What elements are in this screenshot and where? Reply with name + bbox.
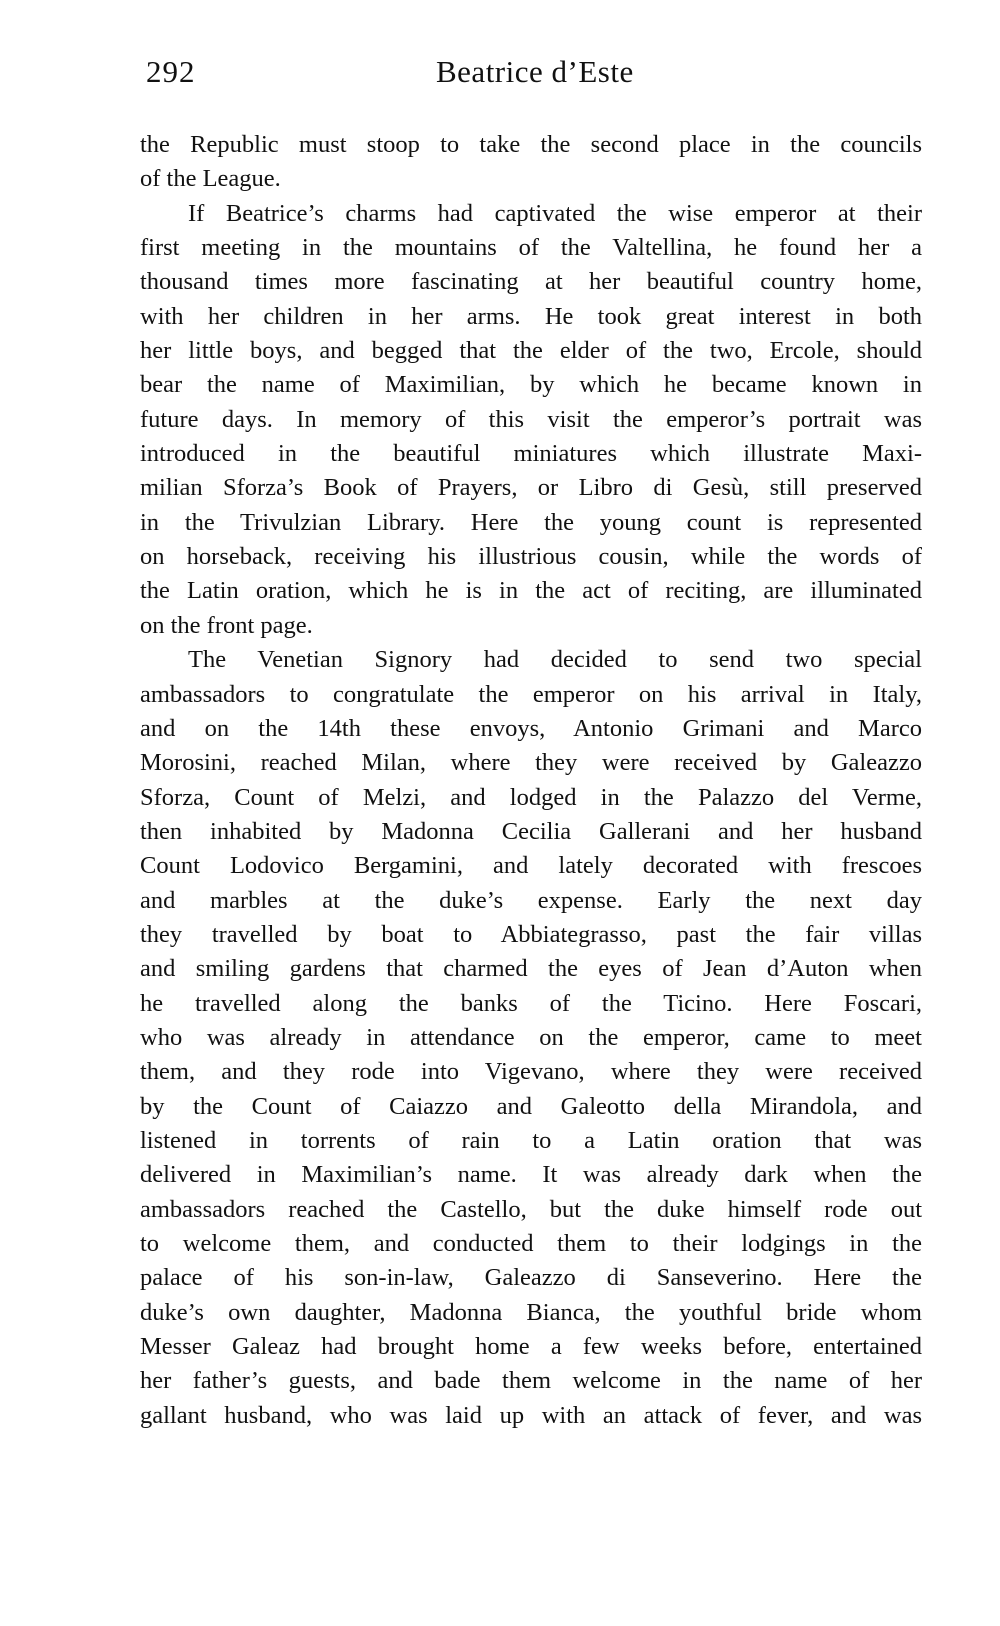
text-line: ambassadors to congratulate the emperor on his arrival in Italy, xyxy=(140,680,922,708)
text-line: and on the 14th these envoys, Antonio Grimani and Marco xyxy=(140,714,922,742)
text-line: he travelled along the banks of the Ticino. Here Foscari, xyxy=(140,989,922,1017)
text-line: then inhabited by Madonna Cecilia Gallerani and her husband xyxy=(140,817,922,845)
text-line: first meeting in the mountains of the Valtellina, he found her a xyxy=(140,234,922,262)
text-line: with her children in her arms. He took great interest in both xyxy=(140,302,922,330)
text-line: her little boys, and begged that the elder of the two, Ercole, should xyxy=(140,337,922,365)
text-line: milian Sforza’s Book of Prayers, or Libro di Gesù, still preserved xyxy=(140,474,922,502)
text-line: If Beatrice’s charms had captivated the wise emperor at their xyxy=(188,199,922,227)
text-line: on horseback, receiving his illustrious cousin, while the words of xyxy=(140,543,922,571)
text-line: them, and they rode into Vigevano, where they were received xyxy=(140,1058,922,1086)
text-line: Messer Galeaz had brought home a few weeks before, entertained xyxy=(140,1333,922,1361)
text-line: ambassadors reached the Castello, but the duke himself rode out xyxy=(140,1195,922,1223)
text-line: future days. In memory of this visit the emperor’s portrait was xyxy=(140,405,922,433)
text-line: duke’s own daughter, Madonna Bianca, the youthful bride whom xyxy=(140,1298,922,1326)
text-line: and smiling gardens that charmed the eyes of Jean d’Auton when xyxy=(140,955,922,983)
text-line: Morosini, reached Milan, where they were received by Galeazzo xyxy=(140,749,922,777)
text-line: and marbles at the duke’s expense. Early the next day xyxy=(140,886,922,914)
text-line: who was already in attendance on the emperor, came to meet xyxy=(140,1023,922,1051)
text-line: on the front page. xyxy=(140,611,313,639)
text-line: palace of his son-in-law, Galeazzo di Sanseverino. Here the xyxy=(140,1264,922,1292)
text-line: by the Count of Caiazzo and Galeotto della Mirandola, and xyxy=(140,1092,922,1120)
running-title: Beatrice d’Este xyxy=(436,54,634,89)
text-line: of the League. xyxy=(140,165,281,193)
body-text xyxy=(140,128,922,1433)
text-line: they travelled by boat to Abbiategrasso, past the fair villas xyxy=(140,920,922,948)
text-line: listened in torrents of rain to a Latin oration that was xyxy=(140,1126,922,1154)
text-line: introduced in the beautiful miniatures which illustrate Maxi- xyxy=(140,440,922,468)
text-line: thousand times more fascinating at her beautiful country home, xyxy=(140,268,922,296)
text-line: delivered in Maximilian’s name. It was already dark when the xyxy=(140,1161,922,1189)
text-line: to welcome them, and conducted them to their lodgings in the xyxy=(140,1230,922,1257)
text-line: her father’s guests, and bade them welcome in the name of her xyxy=(140,1367,922,1395)
page-number: 292 xyxy=(146,54,196,89)
text-line: the Republic must stoop to take the second place in the councils xyxy=(140,131,922,158)
text-line: the Latin oration, which he is in the act of reciting, are illuminated xyxy=(140,577,922,605)
text-line: Sforza, Count of Melzi, and lodged in the Palazzo del Verme, xyxy=(140,783,922,811)
text-line: in the Trivulzian Library. Here the young count is represented xyxy=(140,508,922,536)
text-line: The Venetian Signory had decided to send two special xyxy=(188,646,922,674)
text-line: bear the name of Maximilian, by which he became known in xyxy=(140,371,922,399)
text-line: Count Lodovico Bergamini, and lately decorated with frescoes xyxy=(140,852,922,880)
page-header xyxy=(146,54,858,98)
text-line: gallant husband, who was laid up with an attack of fever, and was xyxy=(140,1401,922,1429)
